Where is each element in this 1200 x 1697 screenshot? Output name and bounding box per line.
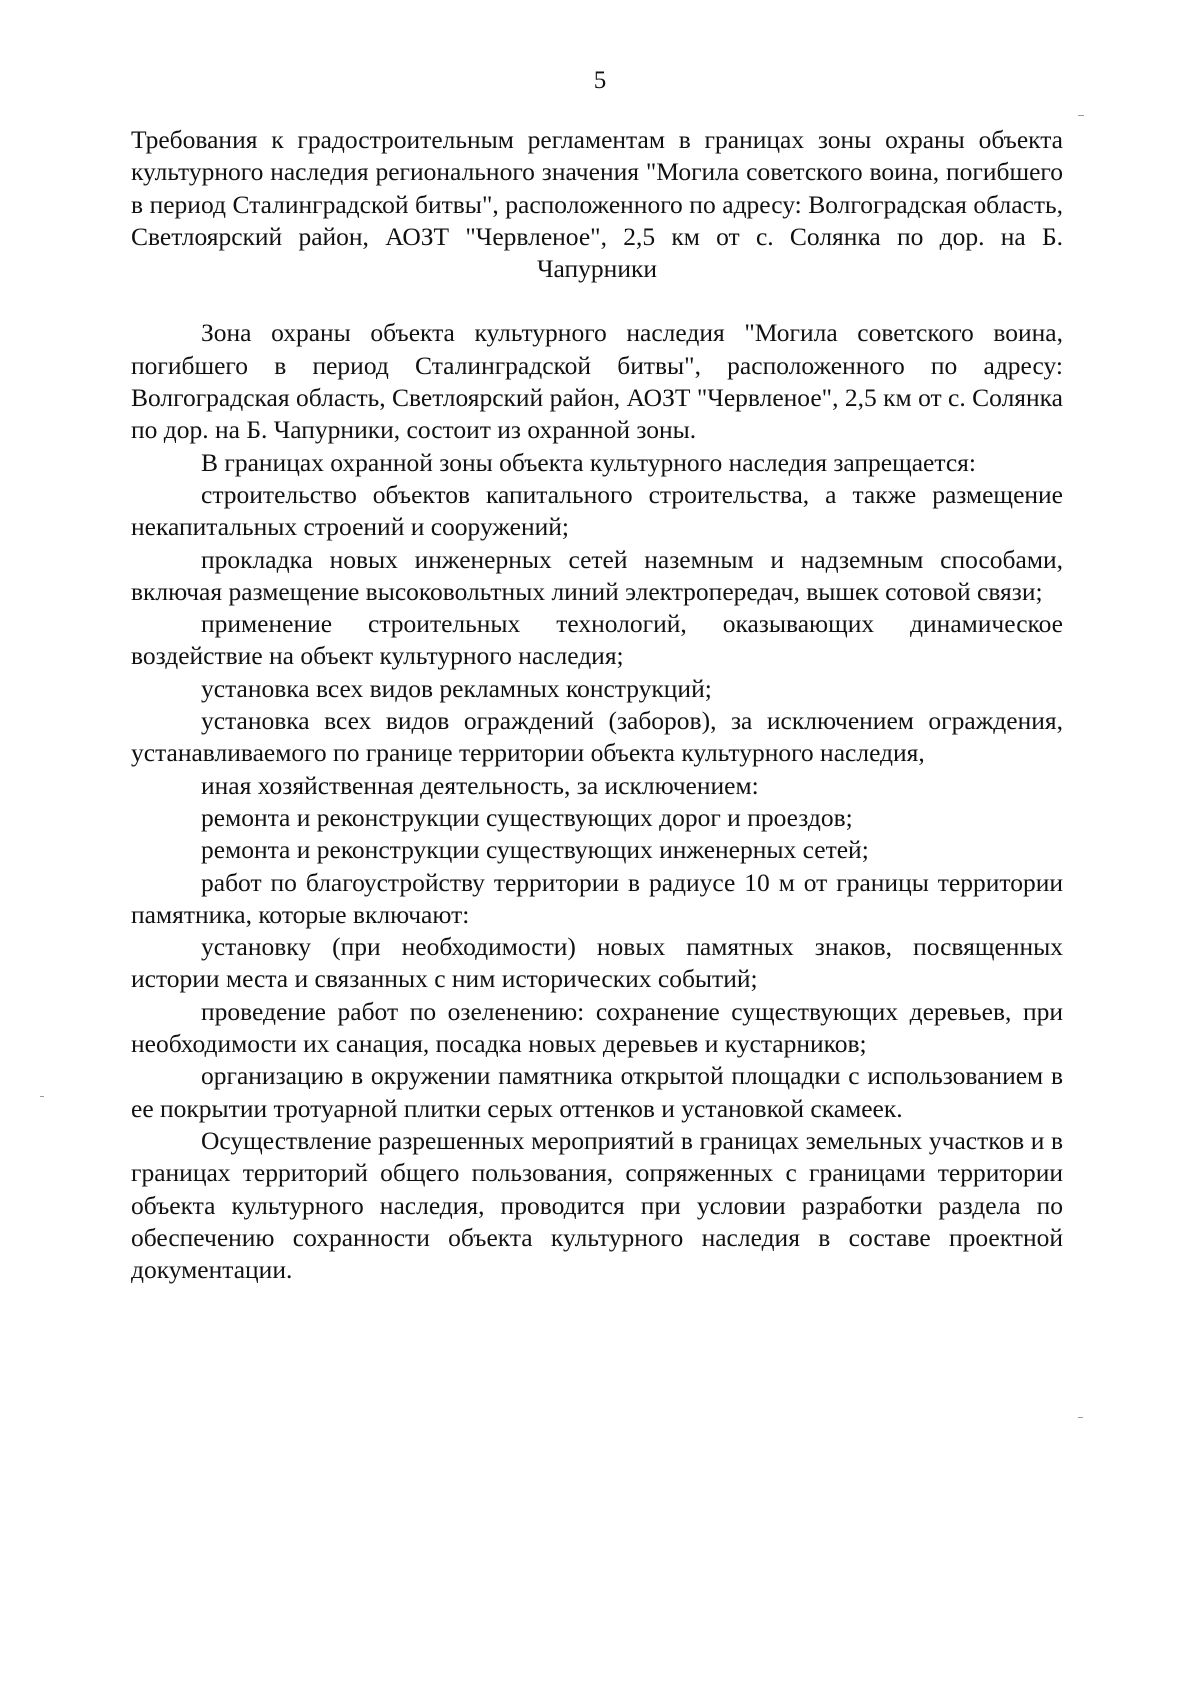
paragraph: организацию в окружении памятника открытой площадки с использованием в ее покрытии тротуарной плитки серых оттенков и установкой скамеек. — [131, 1061, 1063, 1123]
scan-speck — [1078, 115, 1084, 116]
paragraph-list — [131, 317, 1063, 1286]
paragraph: иная хозяйственная деятельность, за исключением: — [201, 770, 759, 800]
paragraph: установка всех видов рекламных конструкций; — [201, 673, 712, 703]
paragraph: применение строительных технологий, оказывающих динамическое воздействие на объект культурного наследия; — [131, 609, 1063, 671]
paragraph: Зона охраны объекта культурного наследия "Могила советского воина, погибшего в период Сталинградской битвы", расположенного по адресу: Волгоградская область, Светлоярский район, АОЗТ "Червленое", 2,5 км от с. Солянка по дор. на Б. Чапурники, состоит из охранной зоны. — [131, 318, 1063, 445]
paragraph: ремонта и реконструкции существующих дорог и проездов; — [201, 802, 853, 832]
paragraph: установку (при необходимости) новых памятных знаков, посвященных истории места и связанных с ним исторических событий; — [131, 932, 1063, 994]
paragraph: проведение работ по озеленению: сохранение существующих деревьев, при необходимости их санация, посадка новых деревьев и кустарников; — [131, 996, 1063, 1059]
paragraph: установка всех видов ограждений (заборов), за исключением ограждения, устанавливаемого по границе территории объекта культурного наследия, — [131, 706, 1063, 768]
paragraph: Осуществление разрешенных мероприятий в границах земельных участков и в границах территорий общего пользования, сопряженных с границами территории объекта культурного наследия, проводится при условии разработки раздела по обеспечению сохранности объекта культурного наследия в составе проектной документации. — [131, 1125, 1063, 1285]
paragraph: работ по благоустройству территории в радиусе 10 м от границы территории памятника, которые включают: — [131, 867, 1063, 929]
scan-speck — [1078, 1417, 1083, 1418]
page-number: 5 — [593, 67, 607, 94]
document-body — [131, 124, 1063, 1286]
scan-speck — [40, 1096, 44, 1097]
paragraph: строительство объектов капитального строительства, а также размещение некапитальных строений и сооружений; — [131, 479, 1063, 542]
paragraph: прокладка новых инженерных сетей наземным и надземным способами, включая размещение высоковольтных линий электропередач, вышек сотовой связи; — [131, 544, 1063, 606]
paragraph: В границах охранной зоны объекта культурного наследия запрещается: — [201, 447, 976, 477]
document-heading: Требования к градостроительным регламентам в границах зоны охраны объекта культурного наследия регионального значения "Могила советского воина, погибшего в период Сталинградской битвы", расположенного по адресу: Волгоградская область, Светлоярский район, АОЗТ "Червленое", 2,5 км от с. Солянка по дор. на Б. Чапурники — [131, 125, 1063, 284]
paragraph: ремонта и реконструкции существующих инженерных сетей; — [201, 835, 869, 865]
